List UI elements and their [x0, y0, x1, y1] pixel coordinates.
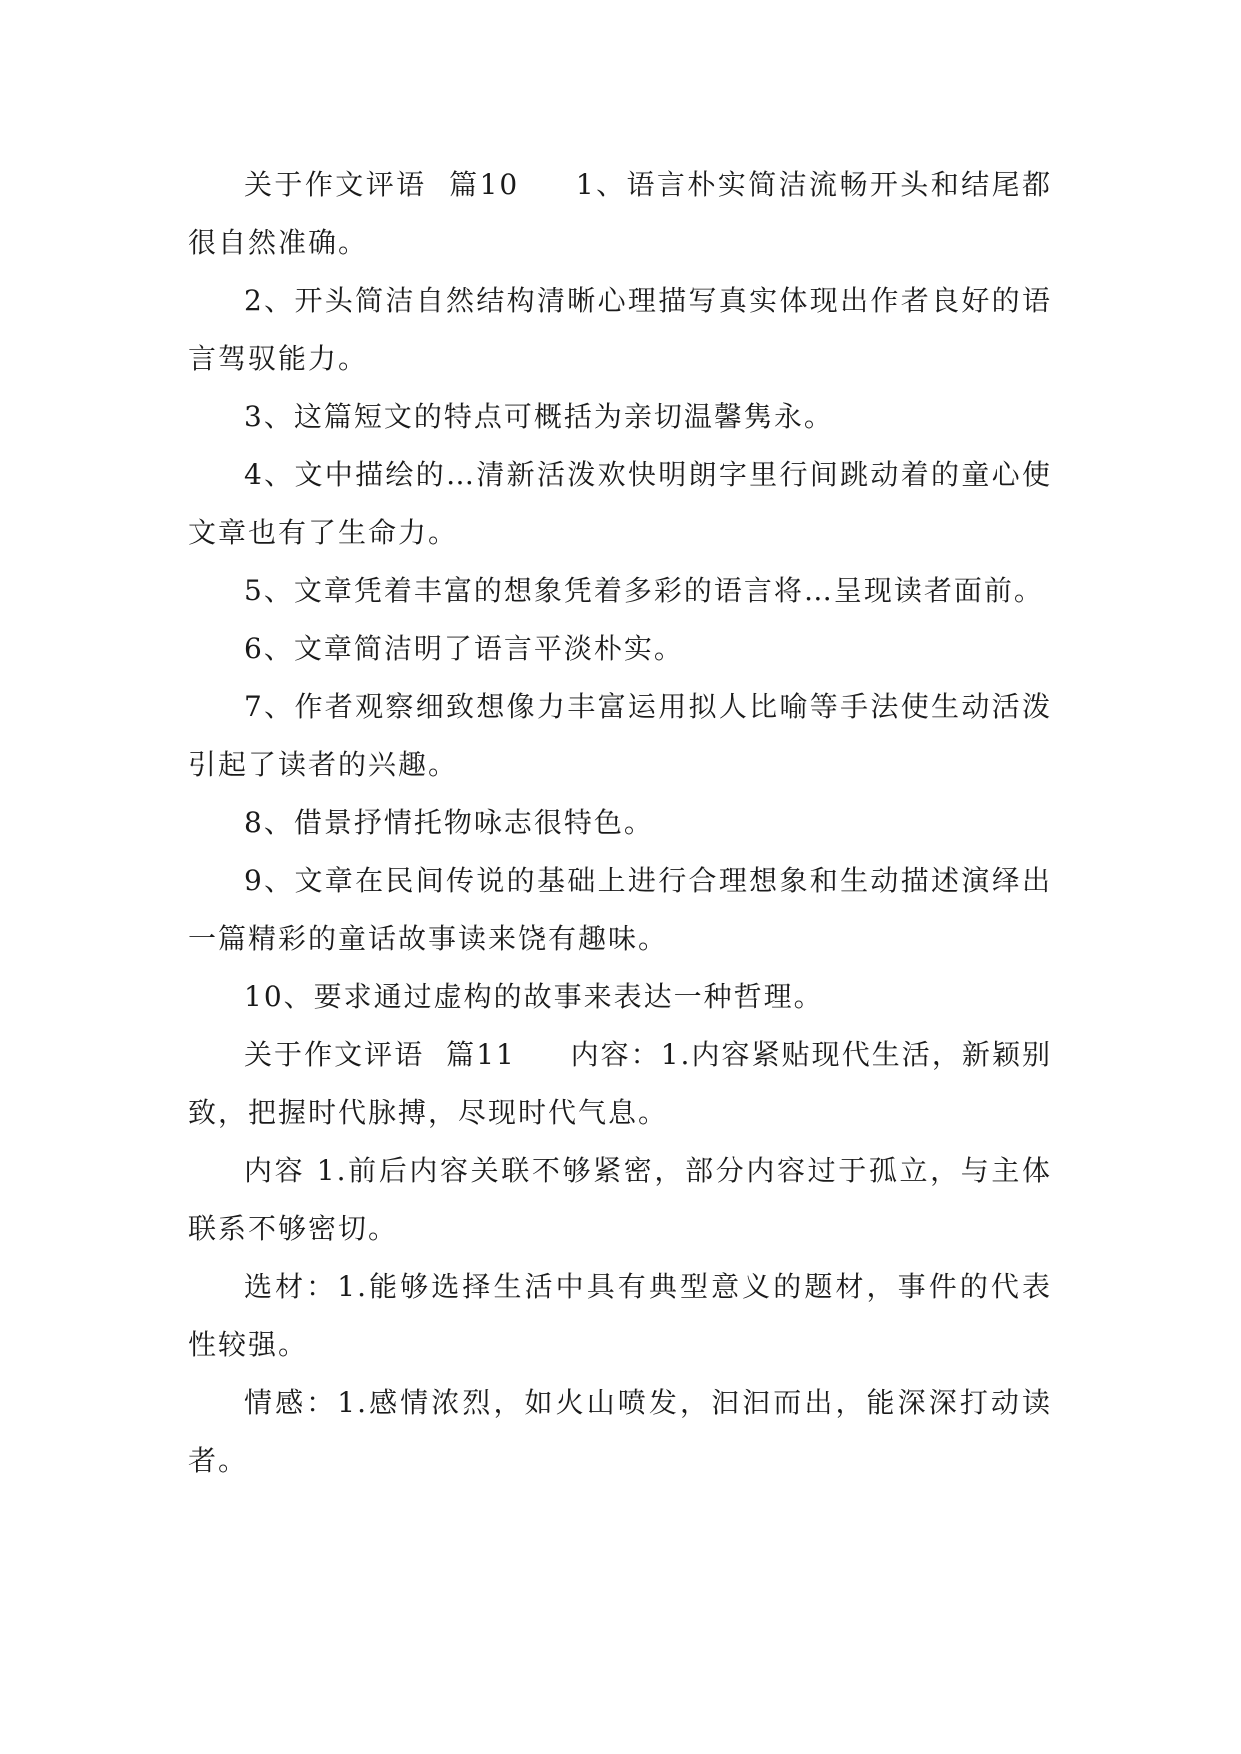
paragraph-item-5: 5、文章凭着丰富的想象凭着多彩的语言将…呈现读者面前。 [244, 574, 1044, 607]
paragraph-emotion: 情感：1.感情浓烈，如火山喷发，汩汩而出，能深深打动读者。 [188, 1386, 1052, 1477]
paragraph-item-8: 8、借景抒情托物咏志很特色。 [244, 806, 654, 839]
paragraph-item-4: 4、文中描绘的…清新活泼欢快明朗字里行间跳动着的童心使文章也有了生命力。 [188, 458, 1052, 549]
paragraph-content-2: 内容 1.前后内容关联不够紧密，部分内容过于孤立，与主体联系不够密切。 [188, 1154, 1052, 1245]
document-body [188, 156, 1052, 1490]
paragraph-item-10: 10、要求通过虚构的故事来表达一种哲理。 [244, 980, 824, 1013]
paragraph-item-7: 7、作者观察细致想像力丰富运用拟人比喻等手法使生动活泼引起了读者的兴趣。 [188, 690, 1052, 781]
paragraph-item-6: 6、文章简洁明了语言平淡朴实。 [244, 632, 684, 665]
paragraph-item-9: 9、文章在民间传说的基础上进行合理想象和生动描述演绎出一篇精彩的童话故事读来饶有趣味。 [188, 864, 1052, 955]
paragraph-item-3: 3、这篇短文的特点可概括为亲切温馨隽永。 [244, 400, 834, 433]
paragraph-item-2: 2、开头简洁自然结构清晰心理描写真实体现出作者良好的语言驾驭能力。 [188, 284, 1052, 375]
paragraph-essay-11-content: 关于作文评语 篇11 内容：1.内容紧贴现代生活，新颖别致，把握时代脉搏，尽现时代气息。 [188, 1038, 1052, 1129]
paragraph-essay-10-item-1: 关于作文评语 篇10 1、语言朴实简洁流畅开头和结尾都很自然准确。 [188, 168, 1052, 259]
paragraph-material: 选材：1.能够选择生活中具有典型意义的题材，事件的代表性较强。 [188, 1270, 1052, 1361]
